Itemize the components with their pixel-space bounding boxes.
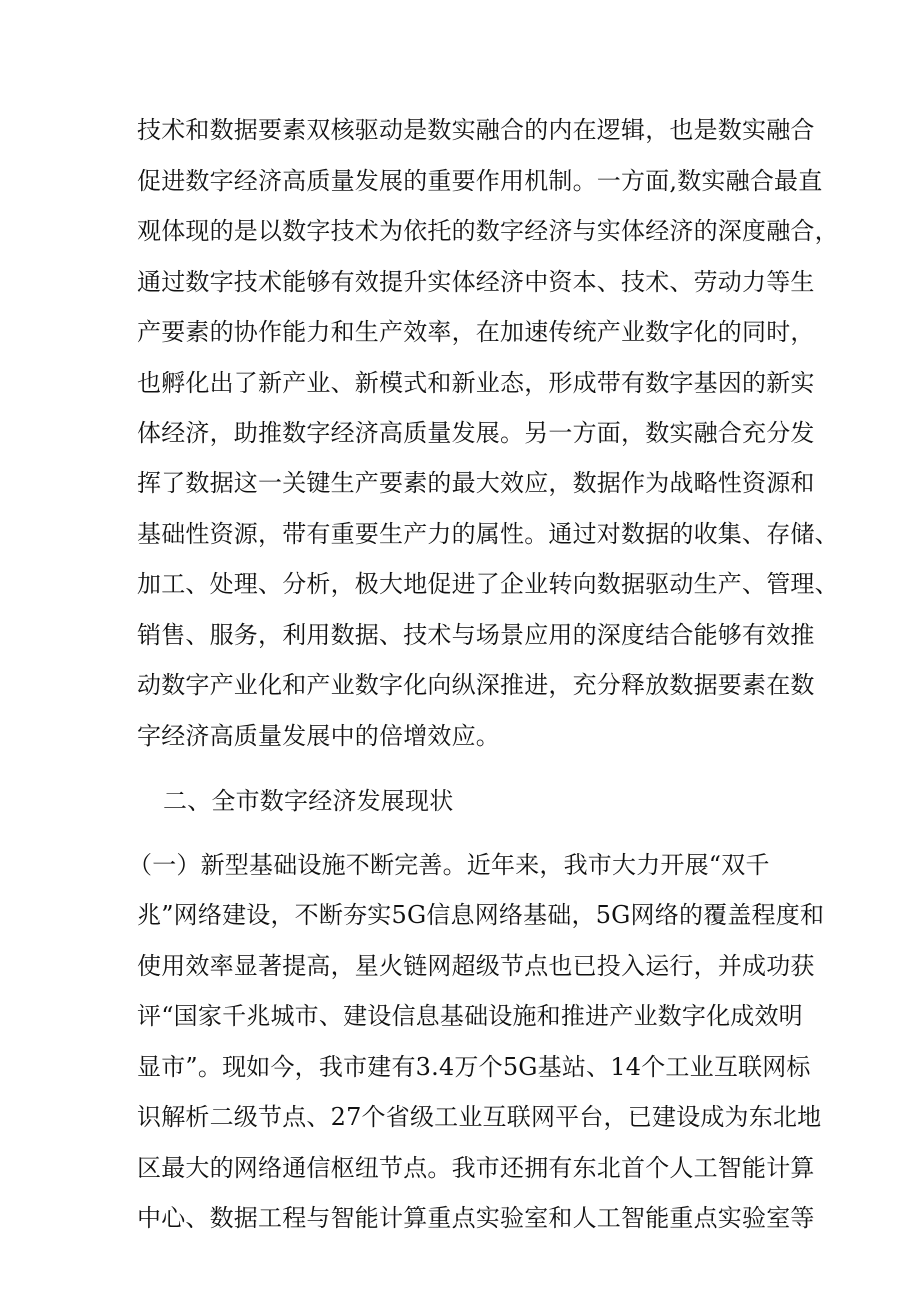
text-line: 技术和数据要素双核驱动是数实融合的内在逻辑，也是数实融合 (137, 116, 815, 144)
text-line: 促进数字经济高质量发展的重要作用机制。一方面,数实融合最直 (137, 167, 823, 195)
text-line: 使用效率显著提高，星火链网超级节点也已投入运行，并成功获 (137, 952, 815, 980)
text-line: 基础性资源，带有重要生产力的属性。通过对数据的收集、存储、 (137, 520, 839, 548)
text-line: 观体现的是以数字技术为依托的数字经济与实体经济的深度融合， (137, 217, 839, 245)
text-line: 区最大的网络通信枢纽节点。我市还拥有东北首个人工智能计算 (137, 1154, 815, 1182)
text-line: 评“国家千兆城市、建设信息基础设施和推进产业数字化成效明 (137, 1002, 803, 1030)
text-line: 中心、数据工程与智能计算重点实验室和人工智能重点实验室等 (137, 1204, 815, 1232)
section-heading: 二、全市数字经济发展现状 (163, 787, 454, 815)
text-line: 产要素的协作能力和生产效率，在加速传统产业数字化的同时， (137, 318, 815, 346)
text-line: 加工、处理、分析，极大地促进了企业转向数据驱动生产、管理、 (137, 570, 839, 598)
text-line: 也孵化出了新产业、新模式和新业态，形成带有数字基因的新实 (137, 369, 815, 397)
text-line: 动数字产业化和产业数字化向纵深推进，充分释放数据要素在数 (137, 671, 815, 699)
text-line: 兆”网络建设，不断夯实5G信息网络基础，5G网络的覆盖程度和 (137, 901, 825, 929)
text-line: 识解析二级节点、27个省级工业互联网平台，已建设成为东北地 (137, 1103, 822, 1131)
text-line: 显市”。现如今，我市建有3.4万个5G基站、14个工业互联网标 (137, 1053, 811, 1081)
text-line: （一）新型基础设施不断完善。近年来，我市大力开展“双千 (128, 851, 770, 879)
text-line: 体经济，助推数字经济高质量发展。另一方面，数实融合充分发 (137, 419, 815, 447)
text-line: 字经济高质量发展中的倍增效应。 (137, 722, 500, 750)
text-line: 挥了数据这一关键生产要素的最大效应，数据作为战略性资源和 (137, 469, 815, 497)
text-line: 销售、服务，利用数据、技术与场景应用的深度结合能够有效推 (137, 621, 815, 649)
text-line: 通过数字技术能够有效提升实体经济中资本、技术、劳动力等生 (137, 268, 815, 296)
